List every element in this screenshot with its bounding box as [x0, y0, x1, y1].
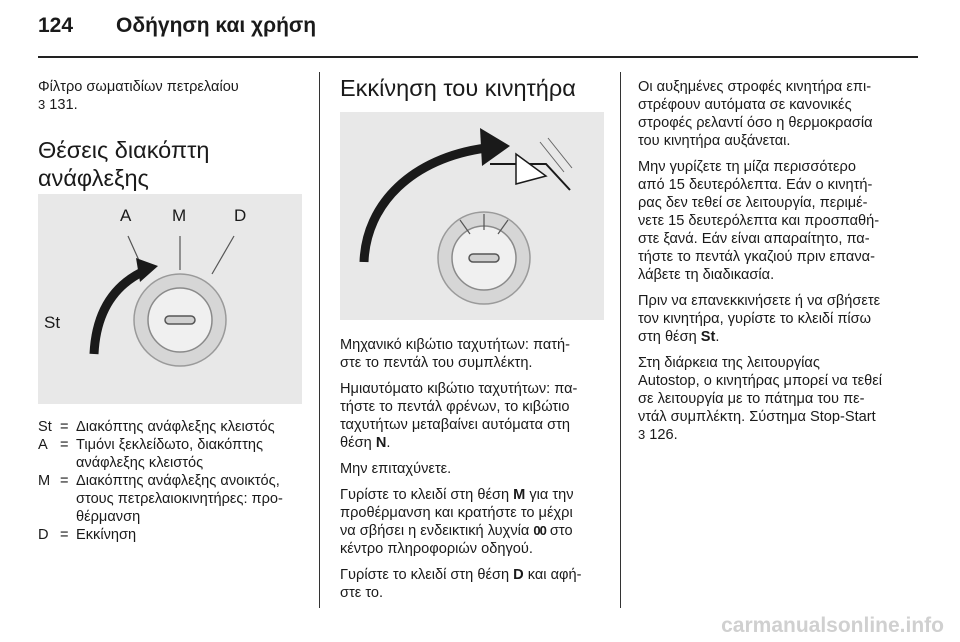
- text-line: νετε 15 δευτερόλεπτα και προσπαθή-: [638, 213, 880, 229]
- ignition-diagram: [38, 194, 302, 404]
- key-turn-diagram: [340, 112, 604, 320]
- text-line: Γυρίστε το κλειδί στη θέση: [340, 567, 514, 583]
- legend-eq: =: [60, 473, 69, 489]
- text-line: θέση: [340, 435, 376, 451]
- page-number: 124: [38, 14, 74, 37]
- positions-legend: [38, 418, 308, 544]
- label-a: A: [120, 206, 132, 225]
- text-line: τον κινητήρα, γυρίστε το κλειδί πίσω: [638, 311, 872, 327]
- position-m: M: [513, 487, 526, 503]
- text-line: στε το πεντάλ του συμπλέκτη.: [340, 355, 533, 371]
- legend-eq: =: [60, 419, 69, 435]
- text-line: ρας δεν τεθεί σε λειτουργία, περιμέ-: [638, 195, 868, 211]
- paragraph: [340, 566, 616, 602]
- text-line: Πριν να επανεκκινήσετε ή να σβήσετε: [638, 293, 881, 309]
- text-line: να σβήσει η ενδεικτική λυχνία: [340, 523, 534, 539]
- text-line: Οι αυξημένες στροφές κινητήρα επι-: [638, 79, 872, 95]
- legend-line: ανάφλεξης κλειστός: [76, 455, 204, 471]
- ignition-heading: [38, 136, 308, 192]
- text-line: για την: [525, 487, 574, 503]
- heading-line: ανάφλεξης: [38, 165, 149, 191]
- legend-line: στους πετρελαιοκινητήρες: προ-: [76, 491, 283, 507]
- label-d: D: [234, 206, 247, 225]
- label-st: St: [44, 313, 61, 332]
- position-d: D: [513, 567, 524, 583]
- text-line: Ημιαυτόματο κιβώτιο ταχυτήτων: πα-: [340, 381, 578, 397]
- text-line: στο: [545, 523, 573, 539]
- heading-line: Θέσεις διακόπτη: [38, 137, 210, 163]
- legend-key: St: [38, 419, 52, 435]
- section-title: Οδήγηση και χρήση: [116, 14, 317, 37]
- page-ref-arrow-icon: 3: [638, 427, 646, 442]
- text-line: Γυρίστε το κλειδί στη θέση: [340, 487, 514, 503]
- hatch-line: [540, 142, 564, 172]
- legend-row: [38, 526, 308, 544]
- paragraph: [638, 292, 928, 346]
- intro-line: Φίλτρο σωματιδίων πετρελαίου: [38, 79, 239, 95]
- legend-value: [76, 418, 308, 436]
- header-rule: [38, 56, 918, 58]
- text-line: Στη διάρκεια της λειτουργίας: [638, 355, 820, 371]
- intro-text: [38, 78, 308, 114]
- legend-line: Τιμόνι ξεκλείδωτο, διακόπτης: [76, 437, 264, 453]
- page-ref-arrow-icon: 3: [38, 97, 46, 112]
- legend-value: [76, 436, 308, 472]
- key-turn-figure: [340, 112, 604, 320]
- legend-line: Διακόπτης ανάφλεξης ανοικτός,: [76, 473, 280, 489]
- legend-value: [76, 526, 308, 544]
- legend-line: θέρμανση: [76, 509, 141, 525]
- text-line: κέντρο πληροφοριών οδηγού.: [340, 541, 533, 557]
- text-line: στρέφουν αυτόματα σε κανονικές: [638, 97, 852, 113]
- text-line: τήστε το πεντάλ γκαζιού πριν επανα-: [638, 249, 875, 265]
- legend-row: [38, 418, 308, 436]
- engine-start-heading: Εκκίνηση του κινητήρα: [340, 75, 576, 101]
- legend-key: D: [38, 527, 49, 543]
- text-line: του κινητήρα αυξάνεται.: [638, 133, 791, 149]
- column-divider: [319, 72, 320, 608]
- preheat-lamp-icon: 00: [533, 523, 546, 538]
- key-slot-icon: [165, 316, 195, 324]
- text-line: σε λειτουργία με το πάτημα του πε-: [638, 391, 865, 407]
- text-line: προθέρμανση και κρατήστε το μέχρι: [340, 505, 573, 521]
- text-punct: .: [386, 435, 391, 451]
- paragraph: [340, 486, 616, 558]
- text-line: από 15 δευτερόλεπτα. Εάν ο κινητή-: [638, 177, 873, 193]
- text-line: Autostop, ο κινητήρας μπορεί να τεθεί: [638, 373, 882, 389]
- watermark: carmanualsonline.info: [721, 614, 944, 637]
- text-punct: .: [715, 329, 720, 345]
- text-line: ταχυτήτων μεταβαίνει αυτόματα στη: [340, 417, 570, 433]
- legend-row: [38, 472, 308, 526]
- text-line: στη θέση: [638, 329, 701, 345]
- key-slot-icon: [469, 254, 499, 262]
- paragraph: [340, 336, 616, 372]
- position-st: St: [700, 329, 716, 345]
- page-header: [38, 14, 918, 50]
- position-n: N: [375, 435, 387, 451]
- text-line: ντάλ συμπλέκτη. Σύστημα Stop-Start: [638, 409, 876, 425]
- column-3: [638, 78, 928, 452]
- paragraph: [638, 354, 928, 444]
- legend-key: M: [38, 473, 51, 489]
- legend-value: [76, 472, 308, 526]
- legend-eq: =: [60, 527, 69, 543]
- hollow-arrow-icon: [516, 154, 546, 184]
- text-line: τήστε το πεντάλ φρένων, το κιβώτιο: [340, 399, 570, 415]
- legend-eq: =: [60, 437, 69, 453]
- text-line: Μηχανικό κιβώτιο ταχυτήτων: πατή-: [340, 337, 571, 353]
- column-1: [38, 78, 308, 192]
- turn-arrow-icon: [480, 128, 510, 166]
- column-2-text: [340, 336, 616, 610]
- column-2: [340, 74, 612, 102]
- paragraph: [340, 380, 616, 452]
- hatch-line: [548, 138, 572, 168]
- legend-key: A: [38, 437, 48, 453]
- column-divider: [620, 72, 621, 608]
- text-line: στροφές ρελαντί όσο η θερμοκρασία: [638, 115, 873, 131]
- ignition-positions-figure: [38, 194, 302, 404]
- position-line-d: [212, 236, 234, 274]
- legend-line: Διακόπτης ανάφλεξης κλειστός: [76, 419, 275, 435]
- text-line: λάβετε τη διαδικασία.: [638, 267, 775, 283]
- paragraph: Μην επιταχύνετε.: [340, 461, 452, 477]
- text-line: στε το.: [340, 585, 384, 601]
- paragraph: [638, 158, 928, 284]
- text-line: Μην γυρίζετε τη μίζα περισσότερο: [638, 159, 856, 175]
- paragraph: [638, 78, 928, 150]
- page-ref-link[interactable]: 131.: [49, 97, 78, 113]
- label-m: M: [172, 206, 187, 225]
- text-line: και αφή-: [523, 567, 582, 583]
- page-ref-link[interactable]: 126.: [649, 427, 678, 443]
- text-line: στε ξανά. Εάν είναι απαραίτητο, πα-: [638, 231, 870, 247]
- legend-row: [38, 436, 308, 472]
- legend-line: Εκκίνηση: [76, 527, 137, 543]
